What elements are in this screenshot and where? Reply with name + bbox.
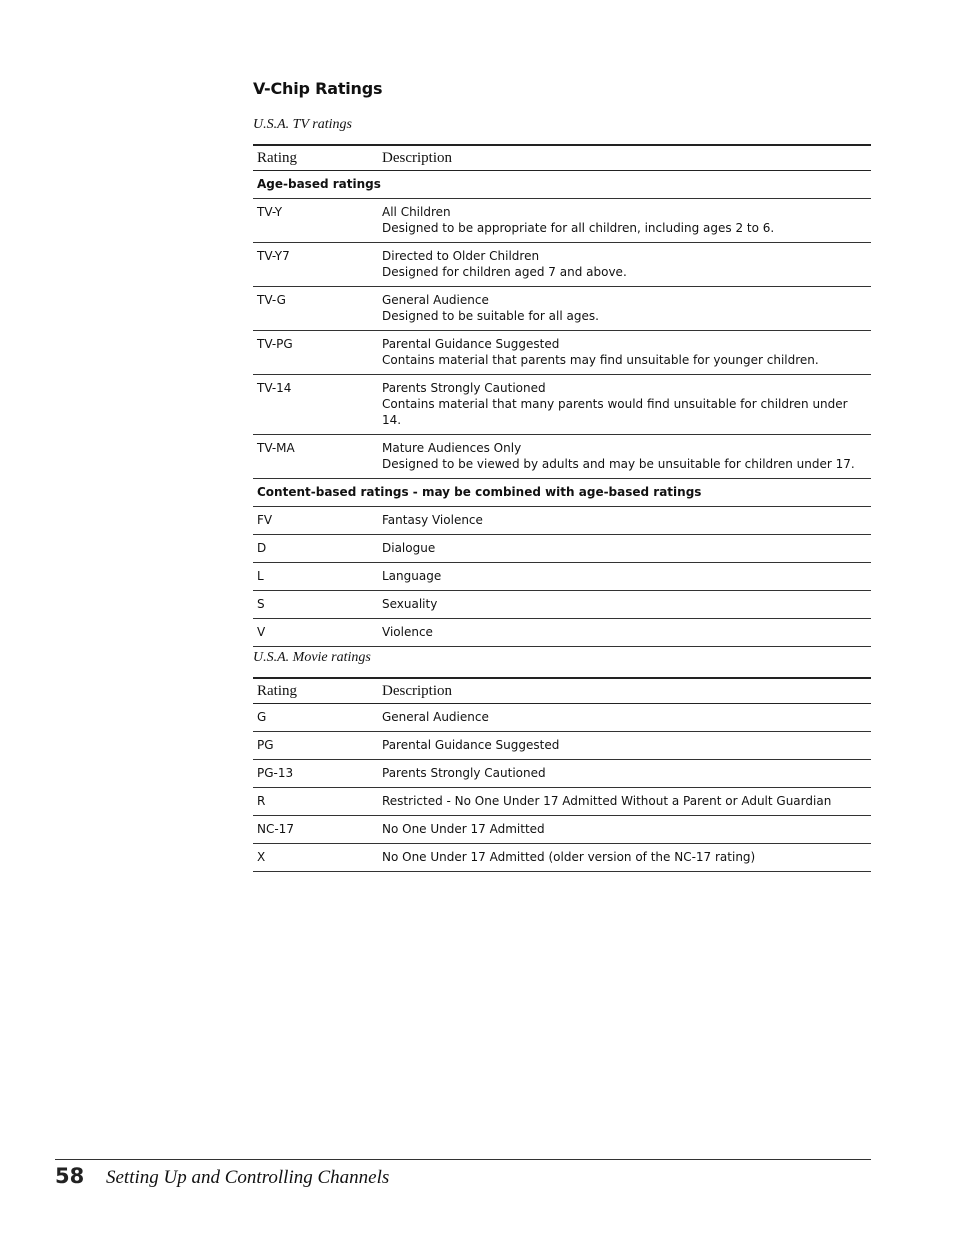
chapter-title: Setting Up and Controlling Channels	[106, 1167, 390, 1188]
description-title: All Children	[382, 205, 451, 219]
table-row	[253, 535, 871, 563]
rating-code: PG-13	[253, 760, 378, 788]
rating-code: D	[253, 535, 378, 563]
rating-description: Sexuality	[378, 591, 871, 619]
rating-code: V	[253, 619, 378, 647]
table-row	[253, 331, 871, 375]
table-row	[253, 507, 871, 535]
table-row	[253, 619, 871, 647]
rating-description: No One Under 17 Admitted	[378, 816, 871, 844]
tv-ratings-table	[253, 144, 871, 647]
description-detail: Contains material that parents may find unsuitable for younger children.	[382, 353, 819, 367]
rating-description: Restricted - No One Under 17 Admitted Without a Parent or Adult Guardian	[378, 788, 871, 816]
rating-code: TV-14	[253, 375, 378, 435]
page-number: 58	[55, 1164, 85, 1188]
table-row	[253, 816, 871, 844]
rating-code: TV-G	[253, 287, 378, 331]
table-header-row	[253, 678, 871, 704]
rating-column-header: Rating	[253, 145, 378, 171]
table-header-row	[253, 145, 871, 171]
table-row	[253, 435, 871, 479]
rating-code: TV-Y	[253, 199, 378, 243]
table-row	[253, 704, 871, 732]
rating-description: Language	[378, 563, 871, 591]
rating-code: TV-PG	[253, 331, 378, 375]
table-row	[253, 760, 871, 788]
table-row	[253, 375, 871, 435]
description-title: Directed to Older Children	[382, 249, 540, 263]
tv-ratings-caption: U.S.A. TV ratings	[253, 117, 352, 132]
rating-description: General Audience	[378, 704, 871, 732]
table-row	[253, 287, 871, 331]
description-title: Mature Audiences Only	[382, 441, 522, 455]
group-row	[253, 479, 871, 507]
description-detail: Designed to be suitable for all ages.	[382, 309, 599, 323]
description-detail: Designed to be appropriate for all children, including ages 2 to 6.	[382, 221, 775, 235]
movie-ratings-table	[253, 677, 871, 872]
rating-description: Parents Strongly Cautioned	[378, 760, 871, 788]
rating-column-header: Rating	[253, 678, 378, 704]
rating-code: TV-MA	[253, 435, 378, 479]
rating-code: PG	[253, 732, 378, 760]
rating-code: L	[253, 563, 378, 591]
rating-code: S	[253, 591, 378, 619]
table-row	[253, 788, 871, 816]
rating-description: Dialogue	[378, 535, 871, 563]
description-title: Parents Strongly Cautioned	[382, 381, 546, 395]
table-row	[253, 591, 871, 619]
description-detail: Contains material that many parents would find unsuitable for children under 14.	[382, 397, 848, 427]
description-title: Parental Guidance Suggested	[382, 337, 560, 351]
movie-ratings-caption: U.S.A. Movie ratings	[253, 650, 371, 665]
rating-description: No One Under 17 Admitted (older version of the NC-17 rating)	[378, 844, 871, 872]
description-title: General Audience	[382, 293, 489, 307]
rating-code: G	[253, 704, 378, 732]
rating-description	[378, 199, 871, 243]
rating-description	[378, 243, 871, 287]
rating-description	[378, 375, 871, 435]
rating-description	[378, 435, 871, 479]
group-row	[253, 171, 871, 199]
rating-code: FV	[253, 507, 378, 535]
rating-code: X	[253, 844, 378, 872]
section-heading: V-Chip Ratings	[253, 79, 383, 98]
footer-divider	[55, 1159, 871, 1160]
rating-description	[378, 331, 871, 375]
rating-description: Violence	[378, 619, 871, 647]
table-row	[253, 732, 871, 760]
table-row	[253, 844, 871, 872]
content-based-group-label: Content-based ratings - may be combined with age-based ratings	[253, 479, 871, 507]
rating-code: TV-Y7	[253, 243, 378, 287]
rating-description	[378, 287, 871, 331]
rating-code: NC-17	[253, 816, 378, 844]
description-detail: Designed for children aged 7 and above.	[382, 265, 627, 279]
rating-description: Parental Guidance Suggested	[378, 732, 871, 760]
table-row	[253, 243, 871, 287]
table-row	[253, 563, 871, 591]
description-detail: Designed to be viewed by adults and may be unsuitable for children under 17.	[382, 457, 855, 471]
description-column-header: Description	[378, 678, 871, 704]
age-based-group-label: Age-based ratings	[253, 171, 871, 199]
description-column-header: Description	[378, 145, 871, 171]
rating-description: Fantasy Violence	[378, 507, 871, 535]
table-row	[253, 199, 871, 243]
rating-code: R	[253, 788, 378, 816]
